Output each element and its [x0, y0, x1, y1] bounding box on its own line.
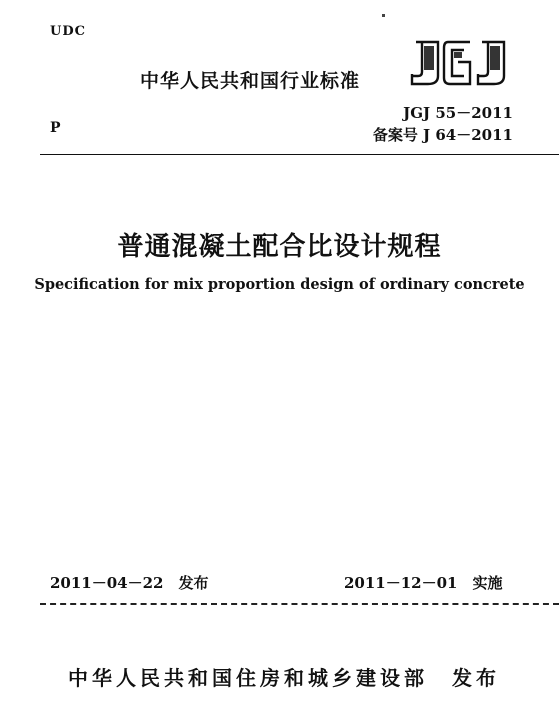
jgj-logo: [408, 38, 508, 88]
title-chinese: 普通混凝土配合比设计规程: [117, 232, 442, 262]
scan-speck: [382, 14, 385, 17]
standard-type: 中华人民共和国行业标准: [140, 70, 361, 92]
implementation-date: 2011－12－01 实施: [344, 574, 503, 592]
header-divider: [40, 154, 559, 155]
category-code: P: [50, 120, 61, 136]
standard-number: JGJ 55－2011: [403, 104, 513, 122]
issue-date: 2011－04－22 发布: [50, 574, 209, 592]
publisher: 中华人民共和国住房和城乡建设部: [68, 666, 428, 690]
udc-label: UDC: [50, 24, 86, 39]
publish-verb: 发布: [452, 666, 500, 690]
footer-divider: [40, 603, 559, 605]
title-english: Specification for mix proportion design of ordinary concrete: [34, 276, 525, 293]
record-number: 备案号 J 64－2011: [372, 126, 513, 144]
